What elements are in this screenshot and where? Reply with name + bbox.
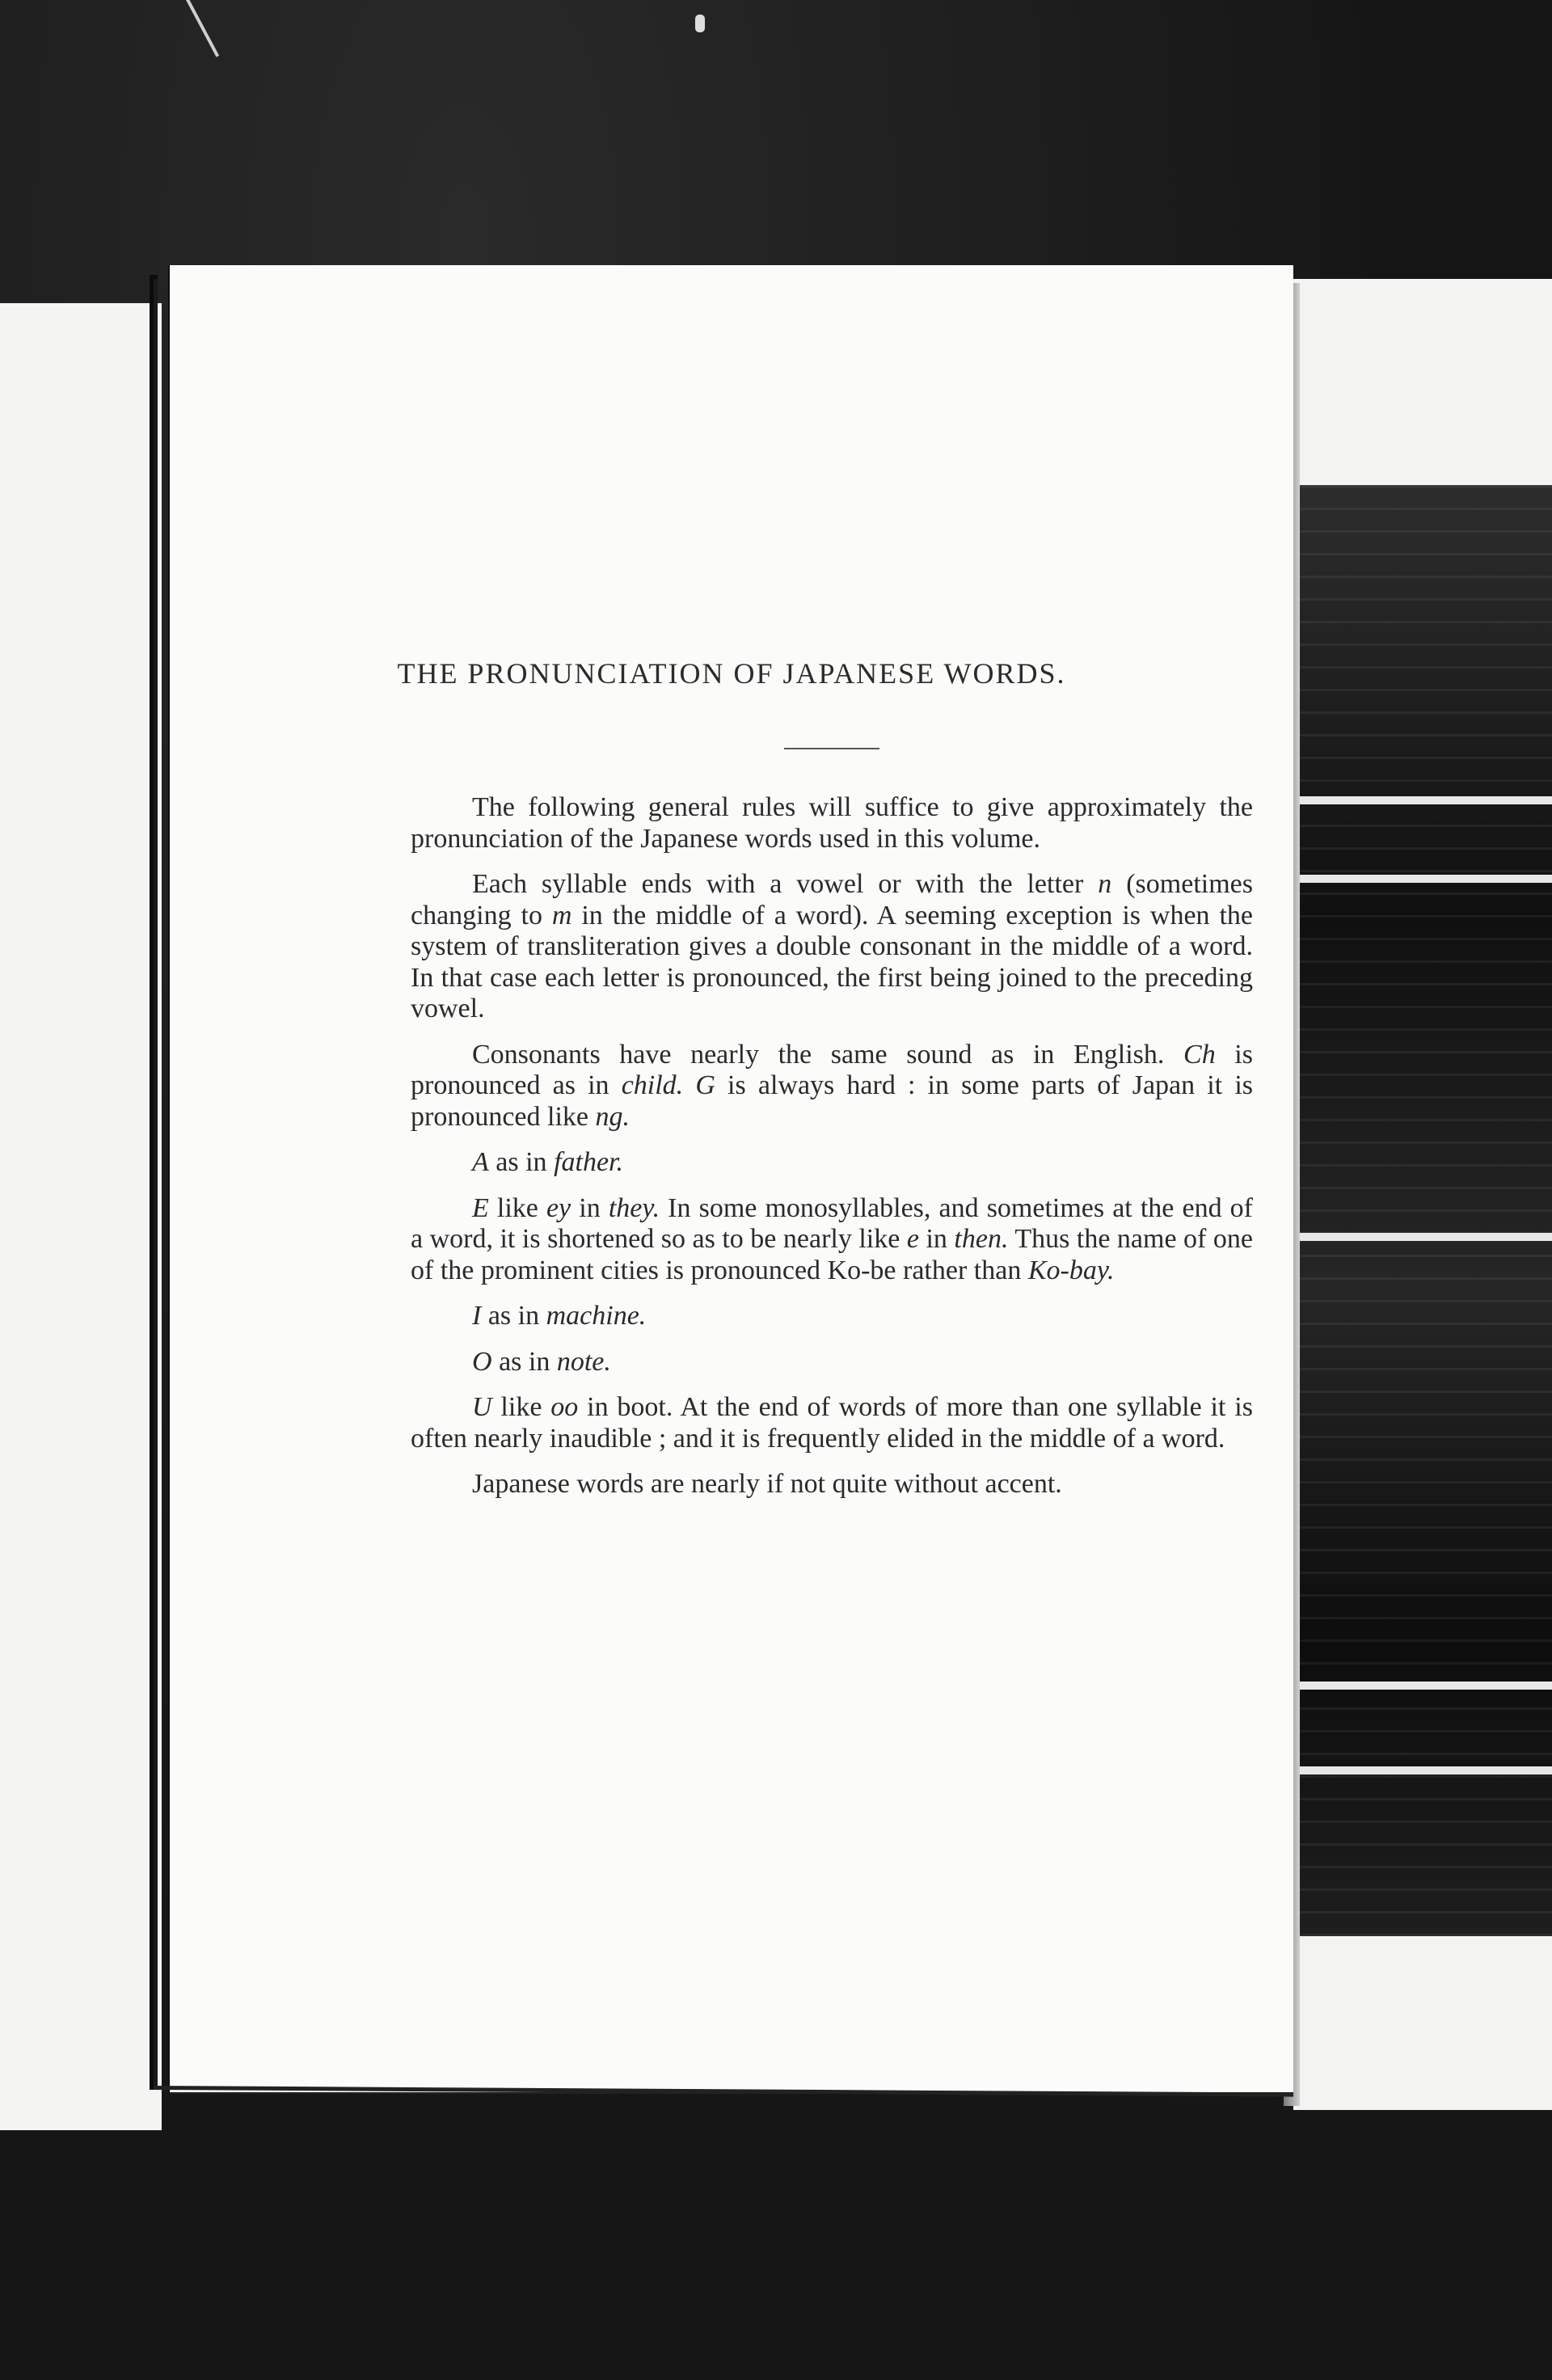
italic-text: child. xyxy=(621,1070,684,1100)
italic-text: G xyxy=(695,1070,715,1100)
plate-divider xyxy=(1293,1766,1552,1774)
paragraph xyxy=(411,1147,1253,1179)
text-run: is pronounced as in xyxy=(411,1039,1253,1100)
paragraph xyxy=(411,1469,1253,1500)
italic-text: then. xyxy=(954,1224,1009,1254)
italic-text: father. xyxy=(554,1147,624,1177)
photo-plate-image xyxy=(1289,485,1552,1936)
italic-text: e xyxy=(906,1224,919,1254)
paragraph xyxy=(411,869,1253,1025)
plate-divider xyxy=(1293,796,1552,804)
page-title: THE PRONUNCIATION OF JAPANESE WORDS. xyxy=(397,657,1066,690)
italic-text: n xyxy=(1098,869,1112,899)
italic-text: ey xyxy=(546,1192,571,1223)
italic-text: I xyxy=(472,1301,482,1331)
text-run: in xyxy=(918,1224,955,1254)
text-run: Consonants have nearly the same sound as in English. xyxy=(472,1039,1184,1070)
text-run: in xyxy=(571,1192,609,1223)
italic-text: m xyxy=(551,900,572,930)
title-divider xyxy=(784,748,879,749)
plate-divider xyxy=(1293,1682,1552,1690)
italic-text: Ko-bay. xyxy=(1027,1255,1115,1285)
text-run: like xyxy=(488,1192,546,1223)
italic-text: O xyxy=(472,1346,492,1377)
italic-text: machine. xyxy=(546,1301,647,1331)
italic-text: E xyxy=(472,1192,489,1223)
text-run: (sometimes changing to xyxy=(411,869,1253,930)
text-run: as in xyxy=(481,1301,546,1331)
paragraph xyxy=(411,1193,1253,1287)
italic-text: note. xyxy=(556,1346,611,1377)
italic-text: A xyxy=(472,1147,489,1177)
text-run: In some monosyllables, and sometimes at the end of a word, it is shortened so as to be nearly like xyxy=(411,1192,1254,1254)
italic-text: U xyxy=(472,1392,492,1422)
text-run: is always hard : in some parts of Japan it is pronounced like xyxy=(411,1070,1253,1132)
body-text xyxy=(411,792,1253,1515)
text-run: like xyxy=(491,1392,551,1422)
plate-divider xyxy=(1293,875,1552,883)
page-left-border xyxy=(154,279,158,2090)
text-run: Each syllable ends with a vowel or with the letter xyxy=(472,869,1099,899)
italic-text: Ch xyxy=(1183,1039,1216,1070)
text-run: as in xyxy=(491,1346,557,1377)
text-run xyxy=(683,1070,695,1100)
paragraph xyxy=(411,1392,1253,1454)
italic-text: ng. xyxy=(595,1101,630,1132)
scan-speck xyxy=(695,15,705,32)
italic-text: they. xyxy=(608,1192,660,1223)
left-adjacent-page xyxy=(0,303,162,2130)
italic-text: oo xyxy=(550,1392,579,1422)
text-run: in boot. At the end of words of more than one syllable it is often nearly inaudible ; and it is frequently elided in the middle of a word. xyxy=(411,1392,1253,1454)
plate-divider xyxy=(1293,1233,1552,1241)
text-run: Thus the name of one of the prominent cities is pronounced Ko-be rather than xyxy=(411,1224,1253,1285)
text-run: in the middle of a word). A seeming exception is when the system of transliteration gives a double consonant in the middle of a word. In that case each letter is pronounced, the first being joined to the preceding vowel. xyxy=(411,900,1253,1023)
paragraph xyxy=(411,1040,1253,1133)
text-run: as in xyxy=(488,1147,555,1177)
paragraph xyxy=(411,792,1253,855)
paragraph xyxy=(411,1301,1253,1332)
text-run: Japanese words are nearly if not quite without accent. xyxy=(472,1469,1062,1499)
text-run: The following general rules will suffice to give approximately the pronunciation of the Japanese words used in this volume. xyxy=(411,792,1253,854)
paragraph xyxy=(411,1347,1253,1378)
